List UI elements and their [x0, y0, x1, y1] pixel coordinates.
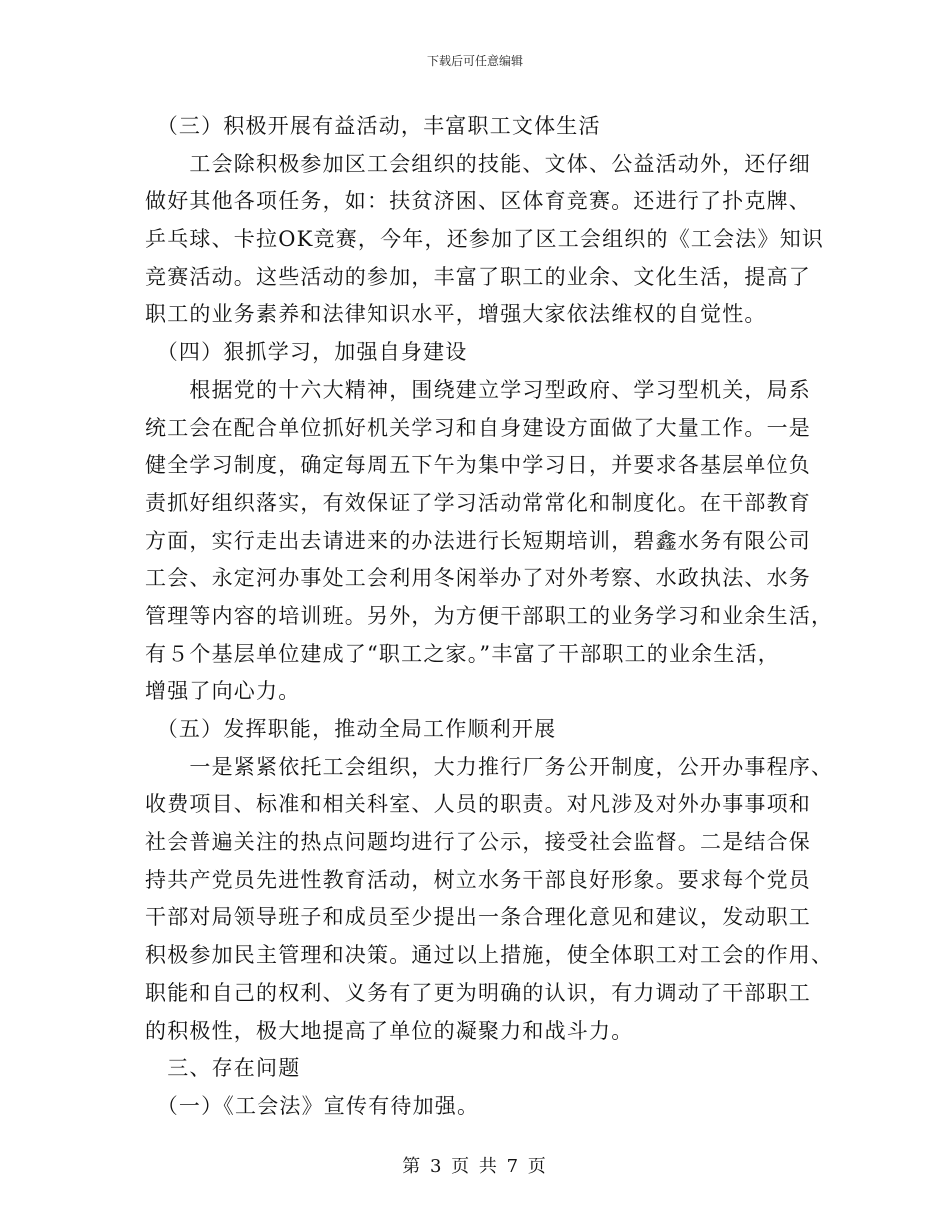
paragraph-line: 收费项目、标准和相关科室、人员的职责。对凡涉及对外办事事项和: [145, 792, 811, 817]
section-heading: 三、存在问题: [145, 1056, 301, 1081]
paragraph-line: 职工的业务素养和法律知识水平，增强大家依法维权的自觉性。: [145, 302, 767, 327]
paragraph-line: 统工会在配合单位抓好机关学习和自身建设方面做了大量工作。一是: [145, 415, 811, 440]
paragraph-line: 积极参加民主管理和决策。通过以上措施，使全体职工对工会的作用、: [145, 943, 834, 968]
page-number: 第 3 页 共 7 页: [402, 1156, 548, 1177]
paragraph-line: 持共产党员先进性教育活动，树立水务干部良好形象。要求每个党员: [145, 867, 811, 892]
paragraph-line: 工会除积极参加区工会组织的技能、文体、公益活动外，还仔细: [145, 151, 811, 176]
paragraph-line: 做好其他各项任务，如：扶贫济困、区体育竞赛。还进行了扑克牌、: [145, 189, 811, 214]
paragraph-line: 管理等内容的培训班。另外，为方便干部职工的业务学习和业余生活，: [145, 603, 834, 628]
paragraph-line: 乒乓球、卡拉OK竞赛，今年，还参加了区工会组织的《工会法》知识: [145, 227, 825, 252]
paragraph-line: 干部对局领导班子和成员至少提出一条合理化意见和建议，发动职工: [145, 905, 811, 930]
paragraph-line: 责抓好组织落实，有效保证了学习活动常常化和制度化。在干部教育: [145, 490, 811, 515]
paragraph-line: 的积极性，极大地提高了单位的凝聚力和战斗力。: [145, 1018, 634, 1043]
paragraph-line: 方面，实行走出去请进来的办法进行长短期培训，碧鑫水务有限公司: [145, 528, 811, 553]
paragraph-line: 健全学习制度，确定每周五下午为集中学习日，并要求各基层单位负: [145, 453, 811, 478]
document-body: [145, 108, 845, 1126]
paragraph-line: 工会、永定河办事处工会利用冬闲举办了对外考察、水政执法、水务: [145, 566, 811, 591]
paragraph-line: 有５个基层单位建成了“职工之家。”丰富了干部职工的业余生活，: [145, 641, 780, 666]
section-heading: （一）《工会法》宣传有待加强。: [145, 1093, 480, 1118]
paragraph-line: 竞赛活动。这些活动的参加，丰富了职工的业余、文化生活，提高了: [145, 264, 811, 289]
paragraph-line: 职能和自己的权利、义务有了更为明确的认识，有力调动了干部职工: [145, 980, 811, 1005]
section-heading: （四）狠抓学习，加强自身建设: [145, 340, 468, 365]
paragraph-line: 增强了向心力。: [145, 679, 301, 704]
section-heading: （五）发挥职能，推动全局工作顺利开展: [145, 717, 557, 741]
paragraph-line: 一是紧紧依托工会组织，大力推行厂务公开制度，公开办事程序、: [145, 754, 834, 779]
section-heading: （三）积极开展有益活动，丰富职工文体生活: [145, 114, 601, 138]
paragraph-line: 根据党的十六大精神，围绕建立学习型政府、学习型机关，局系: [145, 377, 811, 402]
page-header-note: 下载后可任意编辑: [426, 54, 523, 68]
paragraph-line: 社会普遍关注的热点问题均进行了公示，接受社会监督。二是结合保: [145, 830, 811, 855]
